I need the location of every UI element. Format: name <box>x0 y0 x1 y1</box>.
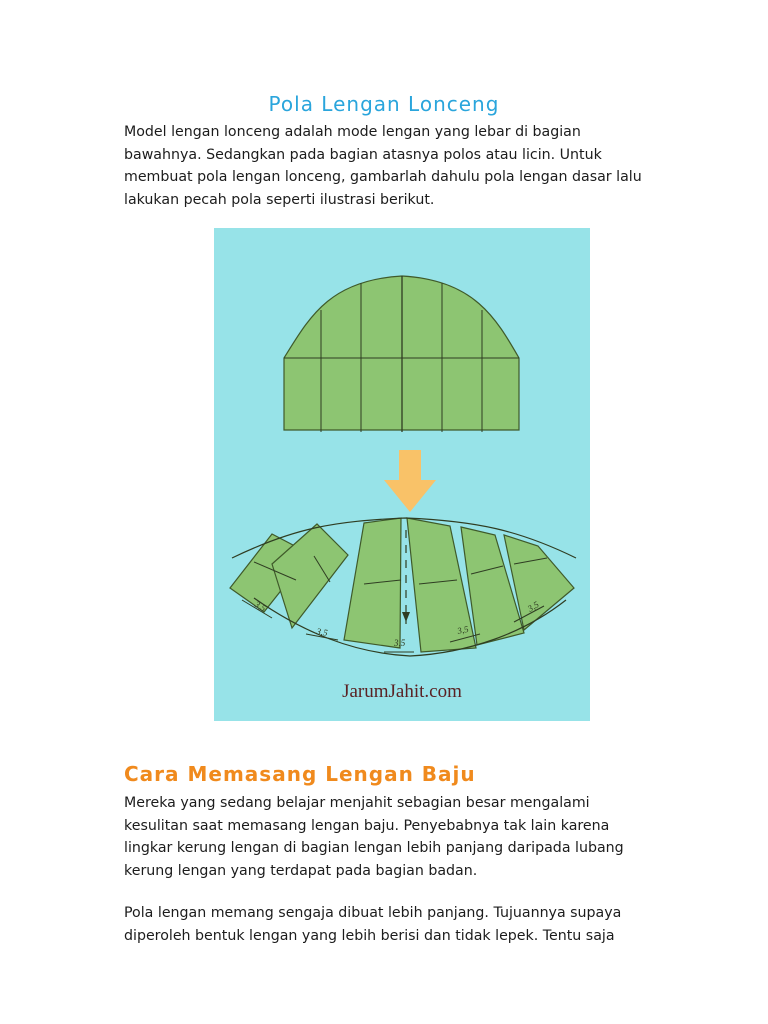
paragraph-line: lakukan pecah pola seperti ilustrasi berikut. <box>124 191 435 208</box>
measurement-label: 3,5 <box>456 623 470 636</box>
paragraph-line: kesulitan saat memasang lengan baju. Penyebabnya tak lain karena <box>124 817 610 834</box>
paragraph-line: Pola lengan memang sengaja dibuat lebih panjang. Tujuannya supaya <box>124 905 622 921</box>
spread-sleeve-pattern <box>230 518 574 652</box>
section-title: Pola Lengan Lonceng <box>268 92 500 116</box>
measurement-label: 3,5 <box>253 599 268 614</box>
watermark-text: JarumJahit.com <box>342 681 462 702</box>
pattern-diagram <box>214 228 590 721</box>
paragraph-line: membuat pola lengan lonceng, gambarlah dahulu pola lengan dasar lalu <box>124 169 642 185</box>
intro-paragraph <box>124 121 684 211</box>
paragraph-line: kerung lengan yang terdapat pada bagian badan. <box>124 862 478 879</box>
paragraph-line: Model lengan lonceng adalah mode lengan yang lebar di bagian <box>124 124 581 140</box>
paragraph-line: diperoleh bentuk lengan yang lebih berisi dan tidak lepek. Tentu saja <box>124 927 615 944</box>
body-paragraph <box>124 902 684 947</box>
down-arrow-icon <box>384 450 436 512</box>
sleeve-pattern-illustration <box>214 228 590 721</box>
measurement-label: 3,5 <box>315 626 329 638</box>
body-paragraph <box>124 792 684 882</box>
paragraph-line: bawahnya. Sedangkan pada bagian atasnya polos atau licin. Untuk <box>124 146 602 163</box>
paragraph-line: lingkar kerung lengan di bagian lengan lebih panjang daripada lubang <box>124 840 624 856</box>
paragraph-line: Mereka yang sedang belajar menjahit sebagian besar mengalami <box>124 795 590 811</box>
basic-sleeve-pattern <box>284 276 519 432</box>
measurement-label: 3,5 <box>525 599 541 614</box>
measurement-label: 3,5 <box>394 638 406 648</box>
section-heading: Cara Memasang Lengan Baju <box>124 762 476 786</box>
